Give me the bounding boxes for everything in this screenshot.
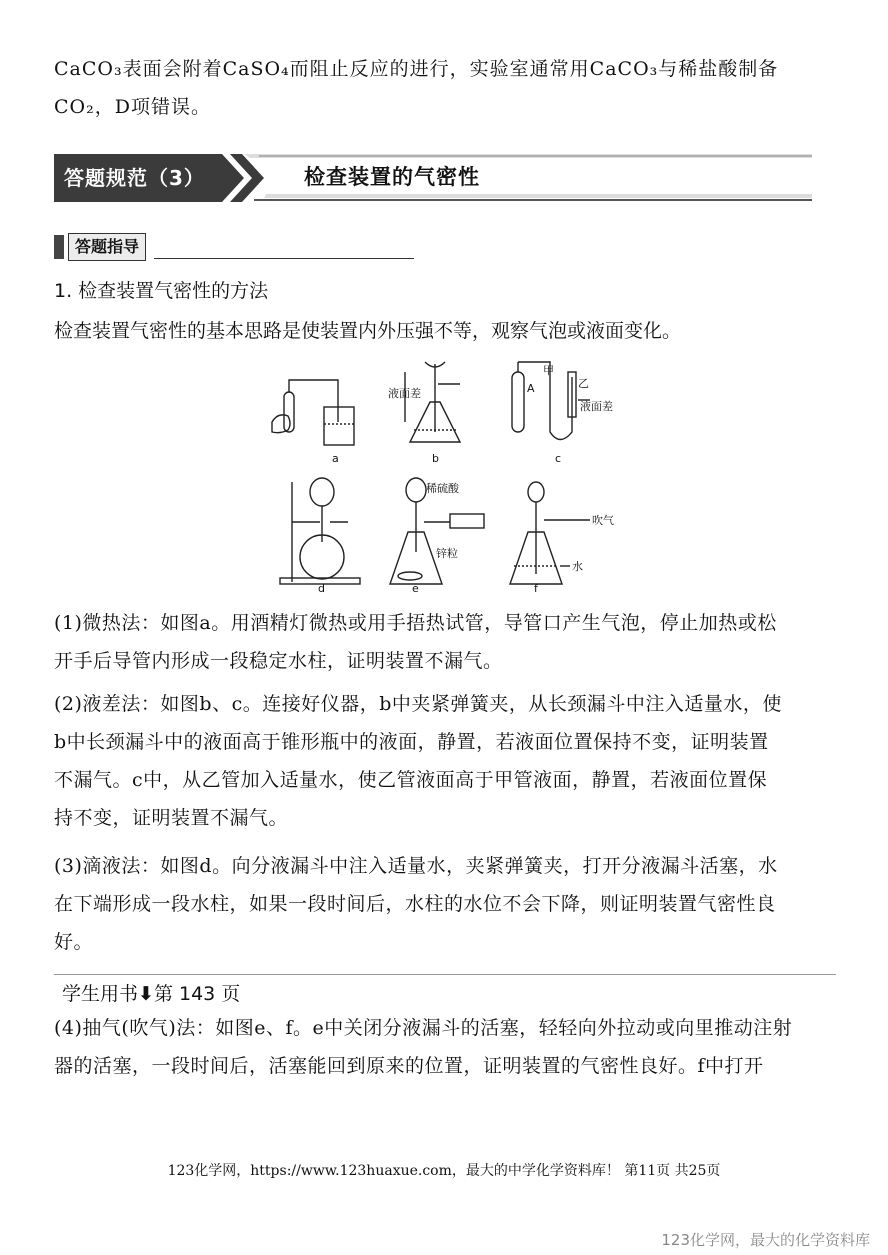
figure-label-b: b: [432, 452, 439, 465]
paragraph-line: 开手后导管内形成一段稳定水柱，证明装置不漏气。: [54, 650, 503, 672]
guide-rule: [154, 258, 414, 259]
guide-marker: [54, 235, 64, 259]
apparatus-figure: [260, 352, 640, 592]
section-summary: 检查装置气密性的基本思路是使装置内外压强不等，观察气泡或液面变化。: [54, 320, 682, 342]
method-4-paragraph: [54, 1009, 844, 1085]
figure-label-e: e: [412, 582, 419, 592]
intro-line: CO₂，D项错误。: [54, 96, 211, 118]
figure-label-c: c: [555, 452, 562, 465]
paragraph-line: b中长颈漏斗中的液面高于锥形瓶中的液面，静置，若液面位置保持不变，证明装置: [54, 731, 769, 753]
figure-label-d: d: [318, 582, 325, 592]
annotation-tube-yi: 乙: [578, 377, 589, 390]
annotation-liquid-diff-c: 液面差: [580, 400, 613, 413]
section-heading: 1. 检查装置气密性的方法: [54, 280, 269, 302]
figure-label-a: a: [332, 452, 339, 465]
annotation-water: 水: [572, 560, 583, 573]
paragraph-line: 不漏气。c中，从乙管加入适量水，使乙管液面高于甲管液面，静置，若液面位置保: [54, 769, 768, 791]
method-3-paragraph: [54, 847, 844, 961]
banner-title: 检查装置的气密性: [304, 165, 480, 189]
banner-label: 答题规范（3）: [64, 166, 205, 190]
paragraph-line: 好。: [54, 931, 94, 953]
page-ref: [62, 978, 240, 1010]
paragraph-line: 器的活塞，一段时间后，活塞能回到原来的位置，证明装置的气密性良好。f中打开: [54, 1055, 764, 1077]
annotation-tube-a: A: [527, 382, 535, 395]
guide-header: [54, 233, 414, 263]
guide-label: 答题指导: [68, 233, 146, 261]
intro-line: CaCO₃表面会附着CaSO₄而阻止反应的进行，实验室通常用CaCO₃与稀盐酸制备: [54, 58, 779, 80]
annotation-tube-jia: 甲: [543, 364, 554, 377]
watermark: 123化学网，最大的化学资料库: [661, 1231, 870, 1249]
method-2-paragraph: [54, 685, 844, 837]
annotation-blow: 吹气: [592, 514, 614, 527]
paragraph-line: 在下端形成一段水柱，如果一段时间后，水柱的水位不会下降，则证明装置气密性良: [54, 893, 776, 915]
paragraph-line: (3)滴液法：如图d。向分液漏斗中注入适量水，夹紧弹簧夹，打开分液漏斗活塞，水: [54, 855, 778, 877]
section-banner: [54, 154, 812, 202]
method-1-paragraph: [54, 604, 844, 680]
annotation-zinc: 锌粒: [436, 547, 458, 560]
page-ref-divider: [54, 974, 836, 975]
annotation-dilute-acid: 稀硫酸: [426, 482, 459, 495]
figure-label-f: f: [534, 582, 538, 592]
page-ref-label: 学生用书: [62, 983, 139, 1005]
down-arrow-icon: ⬇: [138, 983, 154, 1005]
paragraph-line: 持不变，证明装置不漏气。: [54, 807, 289, 829]
intro-paragraph: [54, 50, 844, 126]
apparatus-a: [272, 380, 354, 445]
page-footer: 123化学网，https://www.123huaxue.com，最大的中学化学资料库！ 第11页 共25页: [167, 1163, 721, 1179]
paragraph-line: (4)抽气(吹气)法：如图e、f。e中关闭分液漏斗的活塞，轻轻向外拉动或向里推动注射: [54, 1017, 793, 1039]
paragraph-line: (2)液差法：如图b、c。连接好仪器，b中夹紧弹簧夹，从长颈漏斗中注入适量水，使: [54, 693, 782, 715]
annotation-liquid-diff-b: 液面差: [388, 387, 421, 400]
apparatus-d: [280, 478, 360, 584]
page-ref-number: 第 143 页: [153, 983, 241, 1005]
paragraph-line: (1)微热法：如图a。用酒精灯微热或用手捂热试管，导管口产生气泡，停止加热或松: [54, 612, 777, 634]
apparatus-b: [405, 362, 460, 442]
